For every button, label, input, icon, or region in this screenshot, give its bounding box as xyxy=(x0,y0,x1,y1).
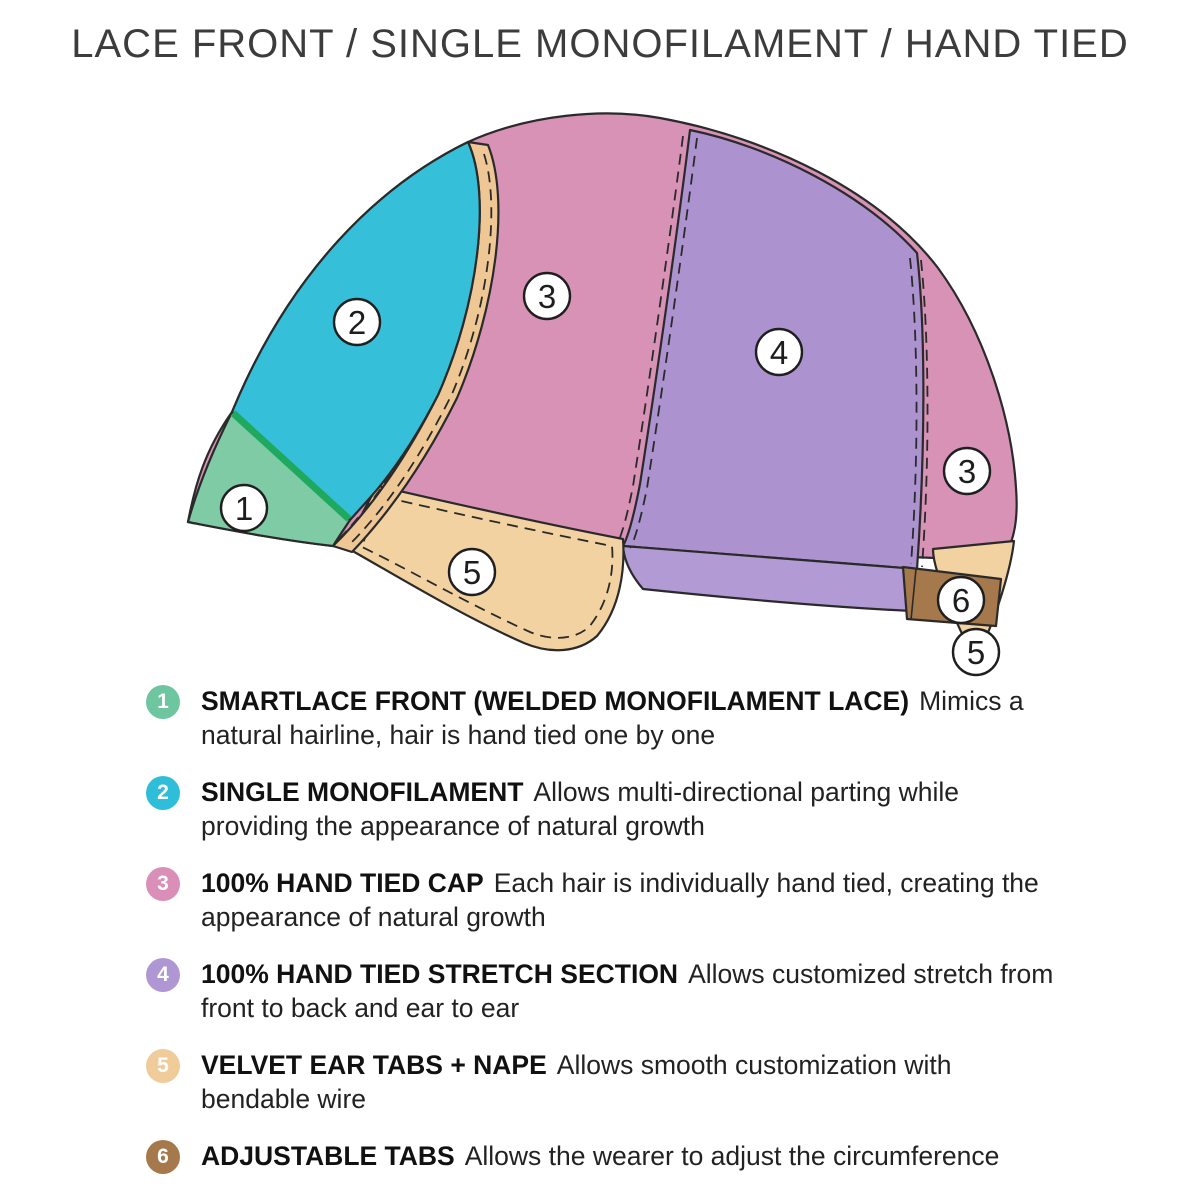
legend-label-2: SINGLE MONOFILAMENT xyxy=(201,777,524,807)
badge-number: 6 xyxy=(951,582,971,619)
legend-text-3 xyxy=(201,866,1062,934)
legend-badge-6: 6 xyxy=(146,1140,180,1174)
legend-text-6 xyxy=(201,1139,999,1173)
legend xyxy=(146,684,1062,1197)
diagram-badge-5-ear xyxy=(449,549,495,595)
legend-description-1: Mimics a natural hairline, hair is hand tied one by one xyxy=(201,686,1024,750)
legend-description-6: Allows the wearer to adjust the circumference xyxy=(464,1141,1000,1171)
legend-description-5: Allows smooth customization with bendable wire xyxy=(201,1050,952,1114)
wig-cap-svg xyxy=(100,100,1100,680)
badge-number: 3 xyxy=(957,453,977,490)
legend-text-4 xyxy=(201,957,1062,1025)
legend-label-5: VELVET EAR TABS + NAPE xyxy=(201,1050,547,1080)
legend-label-1: SMARTLACE FRONT (WELDED MONOFILAMENT LACE) xyxy=(201,686,910,716)
diagram-badge-4 xyxy=(756,329,802,375)
legend-item-1 xyxy=(146,684,1062,752)
badge-number: 1 xyxy=(234,490,254,527)
badge-number: 4 xyxy=(769,334,789,371)
diagram-badge-2 xyxy=(334,299,380,345)
legend-badge-1: 1 xyxy=(146,685,180,719)
diagram-badge-1 xyxy=(221,485,267,531)
diagram-badge-3-right xyxy=(944,448,990,494)
badge-number: 5 xyxy=(966,634,986,671)
legend-item-5 xyxy=(146,1048,1062,1116)
diagram-badge-6 xyxy=(938,577,984,623)
badge-number: 2 xyxy=(347,304,367,341)
legend-label-3: 100% HAND TIED CAP xyxy=(201,868,484,898)
legend-description-4: Allows customized stretch from front to back and ear to ear xyxy=(201,959,1054,1023)
legend-text-5 xyxy=(201,1048,1062,1116)
legend-badge-4: 4 xyxy=(146,958,180,992)
legend-item-2 xyxy=(146,775,1062,843)
badge-number: 3 xyxy=(537,278,557,315)
legend-badge-3: 3 xyxy=(146,867,180,901)
badge-number: 5 xyxy=(462,554,482,591)
diagram-badge-3-top xyxy=(524,273,570,319)
legend-badge-5: 5 xyxy=(146,1049,180,1083)
legend-label-4: 100% HAND TIED STRETCH SECTION xyxy=(201,959,679,989)
legend-description-2: Allows multi-directional parting while providing the appearance of natural growth xyxy=(201,777,960,841)
wig-cap-diagram xyxy=(100,100,1100,680)
legend-label-6: ADJUSTABLE TABS xyxy=(201,1141,455,1171)
legend-text-2 xyxy=(201,775,1062,843)
legend-item-4 xyxy=(146,957,1062,1025)
legend-text-1 xyxy=(201,684,1062,752)
legend-item-6 xyxy=(146,1139,1062,1174)
diagram-badge-5-nape xyxy=(953,629,999,675)
legend-item-3 xyxy=(146,866,1062,934)
legend-description-3: Each hair is individually hand tied, creating the appearance of natural growth xyxy=(201,868,1039,932)
page-title: LACE FRONT / SINGLE MONOFILAMENT / HAND TIED xyxy=(71,22,1129,66)
legend-badge-2: 2 xyxy=(146,776,180,810)
